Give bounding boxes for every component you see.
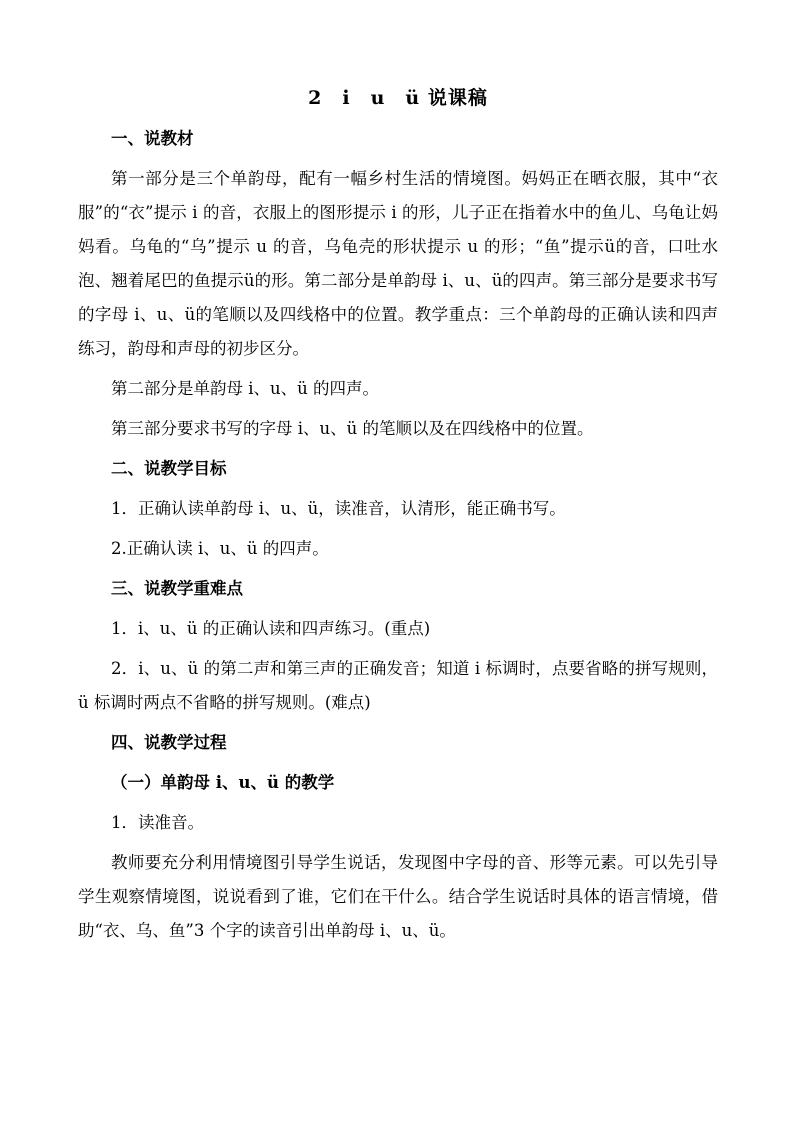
section-heading-key-points: 三、说教学重难点 — [111, 579, 243, 598]
paragraph-objective-2: 2.正确认读 i、u、ü 的四声。 — [111, 539, 329, 558]
paragraph-key-point-1: 1．i、u、ü 的正确认读和四声练习。(重点) — [111, 619, 431, 638]
subsection-heading-vowels: （一）单韵母 i、u、ü 的教学 — [111, 773, 335, 792]
paragraph-key-point-2: 2．i、u、ü 的第二声和第三声的正确发音；知道 i 标调时，点要省略的拼写规则，ü 标调时两点不省略的拼写规则。(难点) — [78, 659, 718, 712]
section-heading-objectives: 二、说教学目标 — [111, 459, 227, 478]
section-heading-textbook: 一、说教材 — [111, 129, 194, 148]
document-title: 2 i u ü 说课稿 — [308, 87, 488, 109]
paragraph-textbook-overview: 第一部分是三个单韵母，配有一幅乡村生活的情境图。妈妈正在晒衣服，其中“衣服”的“衣”提示 i 的音，衣服上的图形提示 i 的形，儿子正在指着水中的鱼儿、乌龟让妈妈看。乌龟的“乌”提示 u 的音，乌龟壳的形状提示 u 的形；“鱼”提示ü的音，口吐水泡、翘着尾巴的鱼提示ü的形。第二部分是单韵母 i、u、ü的四声。第三部分是要求书写的字母 i、u、ü的笔顺以及四线格中的位置。教学重点：三个单韵母的正确认读和四声练习，韵母和声母的初步区分。 — [78, 169, 718, 358]
paragraph-part-three: 第三部分要求书写的字母 i、u、ü 的笔顺以及在四线格中的位置。 — [111, 419, 594, 438]
paragraph-part-two: 第二部分是单韵母 i、u、ü 的四声。 — [111, 379, 380, 398]
paragraph-step-pronunciation: 1．读准音。 — [111, 813, 204, 832]
paragraph-teaching-method: 教师要充分利用情境图引导学生说话，发现图中字母的音、形等元素。可以先引导学生观察情境图，说说看到了谁，它们在干什么。结合学生说话时具体的语言情境，借助“衣、乌、鱼”3 个字的读音引出单韵母 i、u、ü。 — [78, 853, 718, 940]
document-page — [78, 80, 718, 954]
section-heading-process: 四、说教学过程 — [111, 733, 227, 752]
paragraph-objective-1: 1．正确认读单韵母 i、u、ü，读准音，认清形，能正确书写。 — [111, 499, 566, 518]
